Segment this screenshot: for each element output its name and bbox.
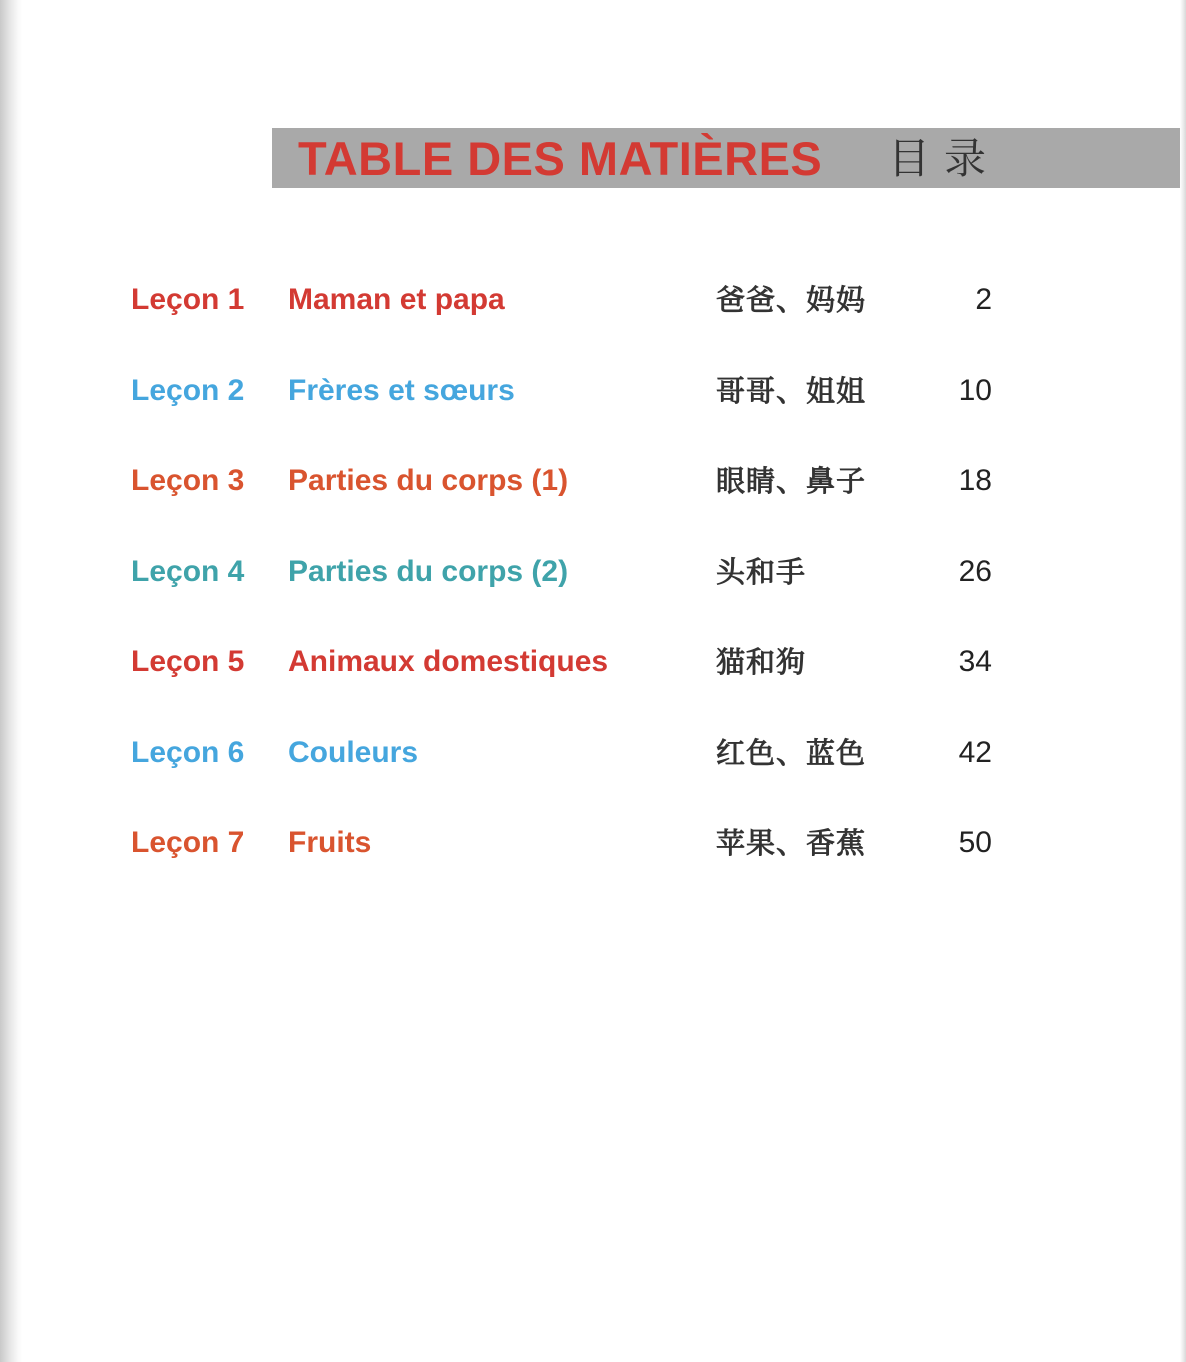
lesson-title: Fruits xyxy=(288,826,372,859)
toc-entry-3[interactable] xyxy=(0,451,1186,542)
lesson-title: Couleurs xyxy=(288,735,419,769)
page-number: 10 xyxy=(958,373,992,407)
lesson-title-chinese: 猫和狗 xyxy=(716,645,807,679)
lesson-title: Frères et sœurs xyxy=(288,373,515,407)
lesson-title: Maman et papa xyxy=(288,283,505,316)
lesson-number: Leçon 2 xyxy=(131,373,245,407)
lesson-number: Leçon 6 xyxy=(131,735,245,769)
table-of-contents xyxy=(0,270,1186,904)
page-number: 34 xyxy=(958,645,992,678)
lesson-title-chinese: 爸爸、妈妈 xyxy=(716,283,867,317)
page-number: 42 xyxy=(958,735,992,769)
toc-entry-5[interactable] xyxy=(0,632,1186,723)
toc-entry-6[interactable] xyxy=(0,723,1186,814)
lesson-title: Animaux domestiques xyxy=(288,645,609,678)
page-number: 50 xyxy=(958,826,992,859)
toc-entry-4[interactable] xyxy=(0,542,1186,633)
page-number: 26 xyxy=(958,554,992,588)
lesson-title-chinese: 哥哥、姐姐 xyxy=(716,373,867,408)
page-number: 2 xyxy=(975,283,992,316)
page-title-french: TABLE DES MATIÈRES xyxy=(298,132,823,185)
lesson-title-chinese: 头和手 xyxy=(716,554,807,589)
toc-entry-2[interactable] xyxy=(0,361,1186,452)
toc-entry-7[interactable] xyxy=(0,813,1186,904)
lesson-number: Leçon 3 xyxy=(131,464,245,497)
lesson-number: Leçon 7 xyxy=(131,826,245,859)
toc-entry-1[interactable] xyxy=(0,270,1186,361)
lesson-number: Leçon 5 xyxy=(131,645,245,678)
page-number: 18 xyxy=(958,464,992,497)
lesson-title-chinese: 眼睛、鼻子 xyxy=(716,464,867,498)
lesson-number: Leçon 4 xyxy=(131,554,245,588)
lesson-number: Leçon 1 xyxy=(131,283,245,316)
lesson-title: Parties du corps (1) xyxy=(288,464,569,497)
lesson-title-chinese: 苹果、香蕉 xyxy=(716,826,867,860)
lesson-title: Parties du corps (2) xyxy=(288,554,569,588)
page-title-chinese: 目录 xyxy=(888,134,1001,183)
lesson-title-chinese: 红色、蓝色 xyxy=(716,735,867,770)
title-banner xyxy=(272,128,1180,188)
